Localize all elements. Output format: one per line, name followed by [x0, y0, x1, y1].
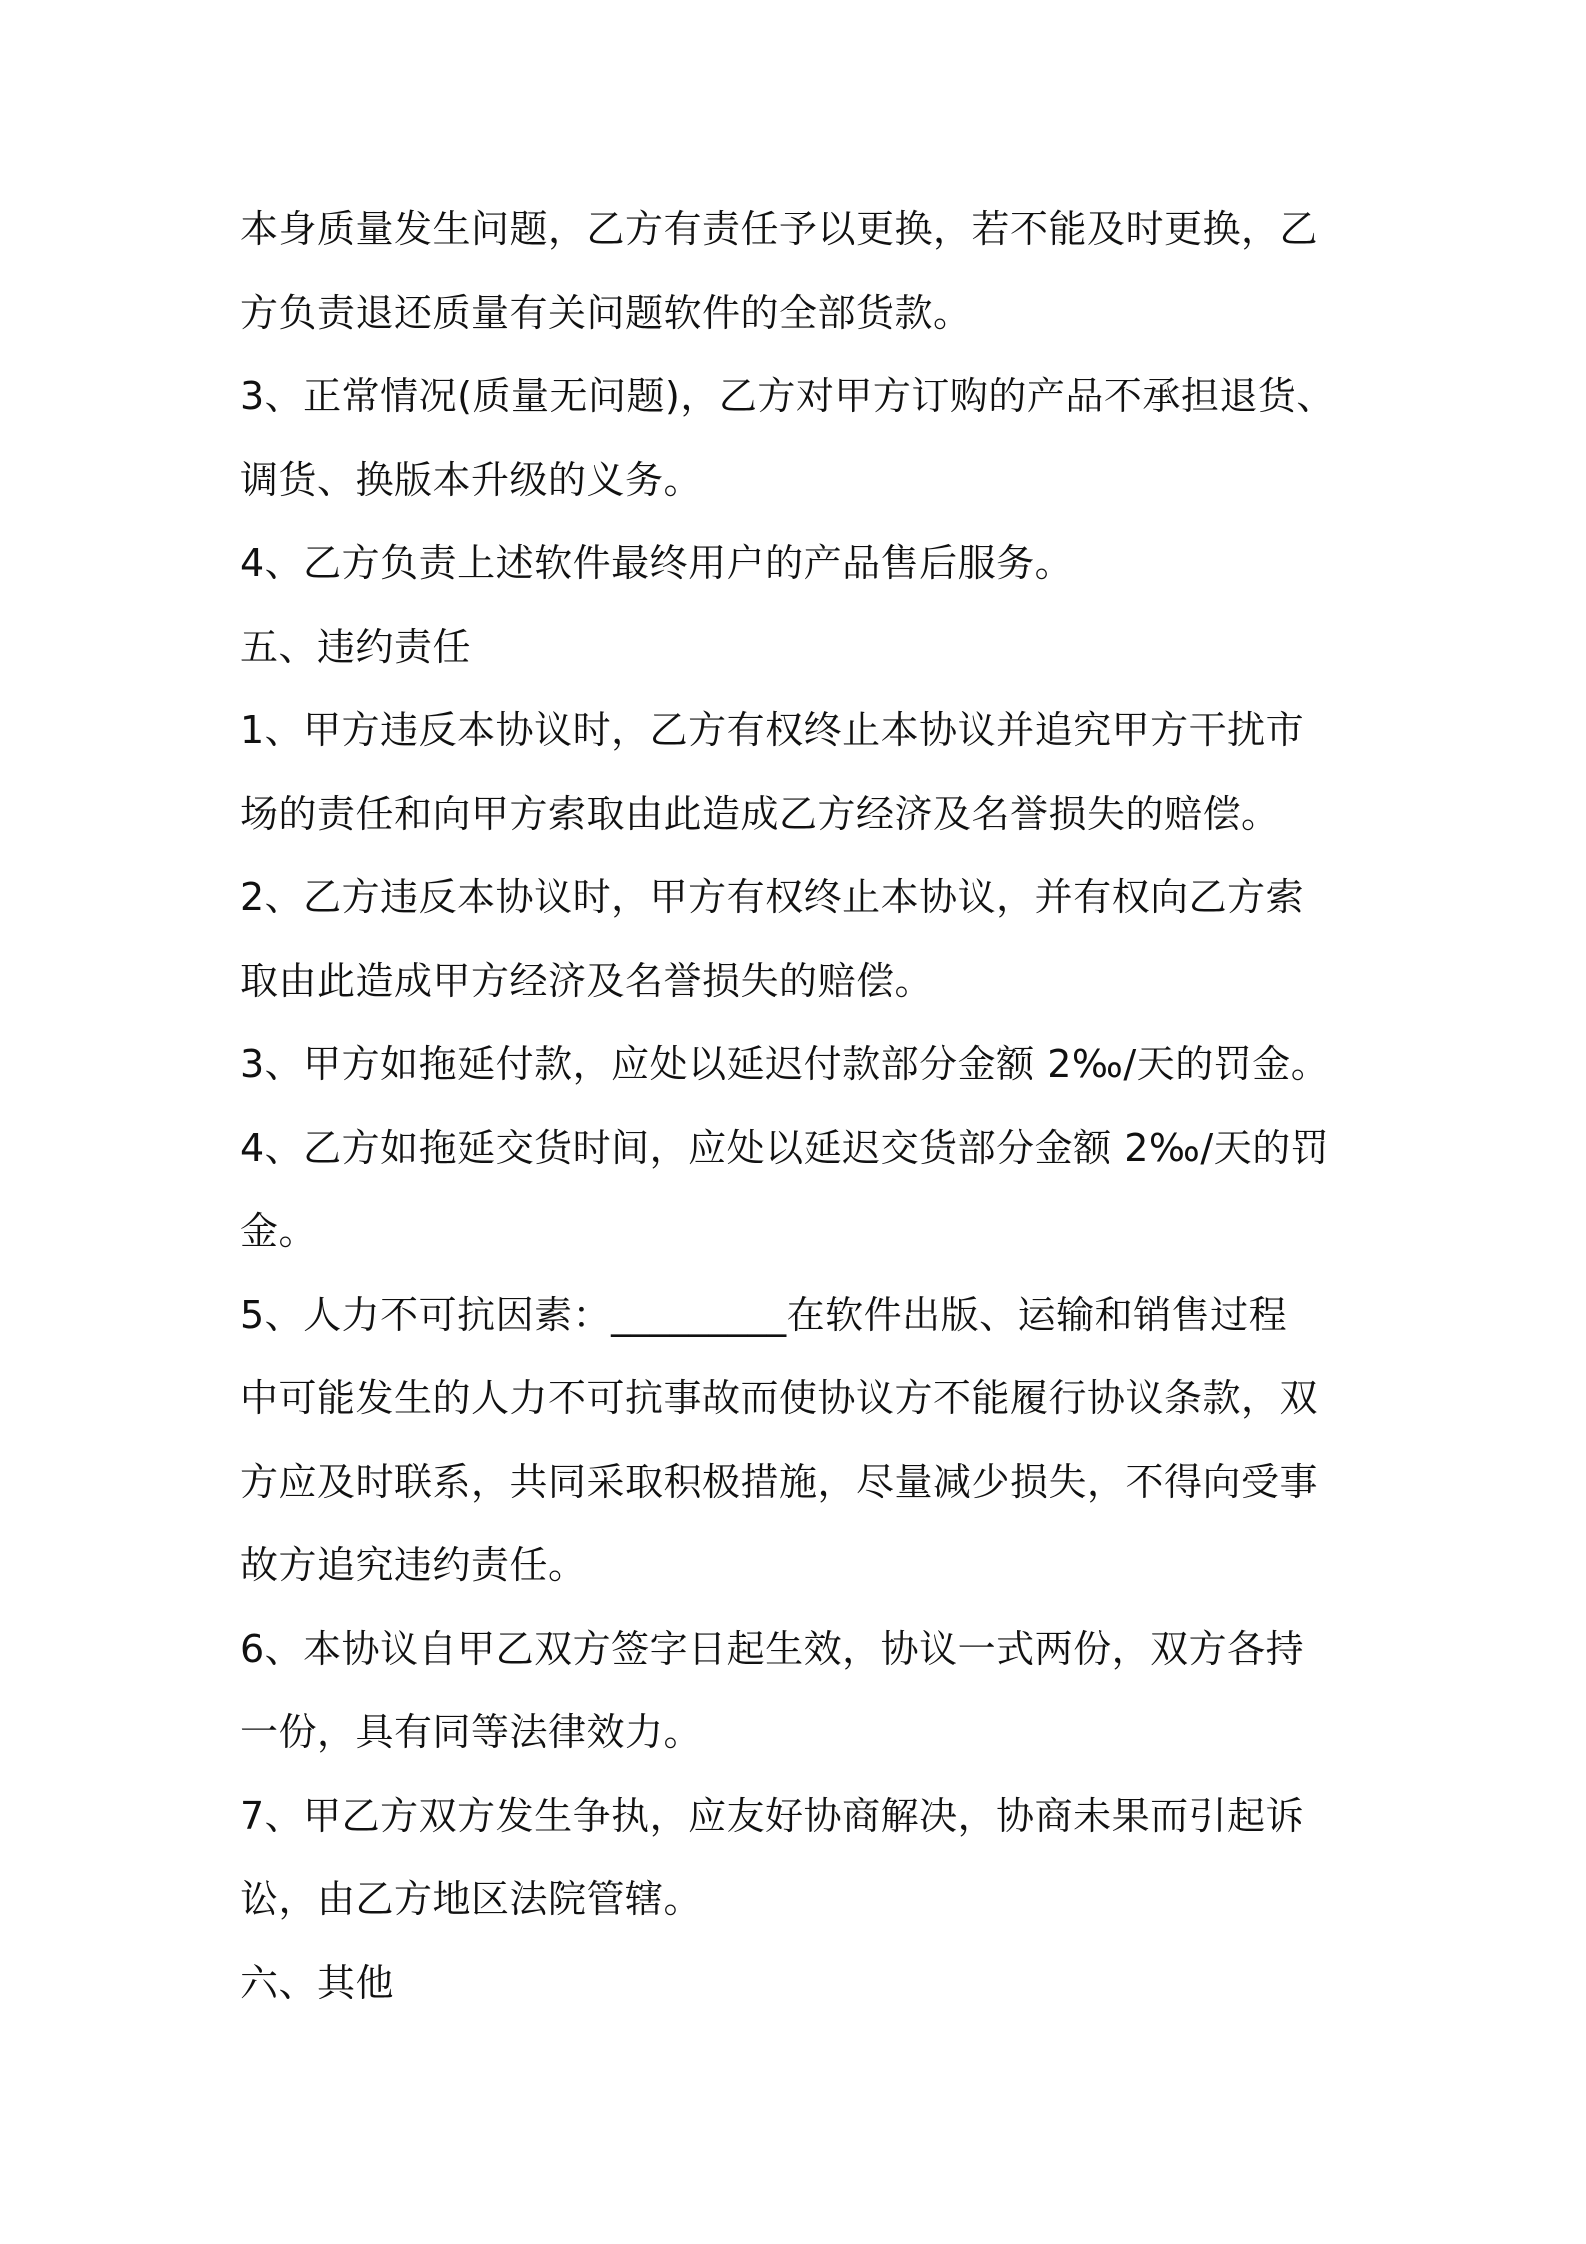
clause-1-line: 1、甲方违反本协议时，乙方有权终止本协议并追究甲方干扰市	[240, 708, 1305, 752]
clause-6-line: 6、本协议自甲乙双方签字日起生效，协议一式两份，双方各持	[240, 1626, 1305, 1671]
clause-7-line: 7、甲乙方双方发生争执，应友好协商解决，协商未果而引起诉	[240, 1793, 1305, 1838]
clause-5-line: 故方追究违约责任。	[240, 1543, 587, 1587]
clause-7-line: 讼，由乙方地区法院管辖。	[240, 1877, 703, 1921]
body-line: 方负责退还质量有关问题软件的全部货款。	[240, 290, 972, 335]
body-line: 本身质量发生问题，乙方有责任予以更换，若不能及时更换，乙	[240, 207, 1319, 251]
clause-5-line: 5、人力不可抗因素：_________在软件出版、运输和销售过程	[240, 1292, 1288, 1337]
clause-6-line: 一份，具有同等法律效力。	[240, 1710, 703, 1754]
clause-4-penalty-line: 金。	[240, 1209, 318, 1253]
clause-3-line: 3、正常情况(质量无问题)，乙方对甲方订购的产品不承担退货、	[240, 374, 1335, 418]
clause-2-line: 2、乙方违反本协议时，甲方有权终止本协议，并有权向乙方索	[240, 875, 1305, 919]
clause-4-penalty-line: 4、乙方如拖延交货时间，应处以延迟交货部分金额 2‰/天的罚	[240, 1125, 1330, 1170]
clause-5-line: 中可能发生的人力不可抗事故而使协议方不能履行协议条款，双	[240, 1376, 1319, 1420]
clause-4-line: 4、乙方负责上述软件最终用户的产品售后服务。	[240, 541, 1074, 585]
clause-2-line: 取由此造成甲方经济及名誉损失的赔偿。	[240, 958, 934, 1003]
section-heading-liability: 五、违约责任	[240, 624, 472, 669]
clause-1-line: 场的责任和向甲方索取由此造成乙方经济及名誉损失的赔偿。	[240, 791, 1280, 836]
clause-5-line: 方应及时联系，共同采取积极措施，尽量减少损失，不得向受事	[240, 1459, 1319, 1504]
document-body	[240, 188, 1360, 2025]
clause-3-line: 调货、换版本升级的义务。	[240, 457, 703, 502]
section-heading-other: 六、其他	[240, 1960, 395, 2005]
clause-3-penalty-line: 3、甲方如拖延付款，应处以延迟付款部分金额 2‰/天的罚金。	[240, 1042, 1330, 1086]
